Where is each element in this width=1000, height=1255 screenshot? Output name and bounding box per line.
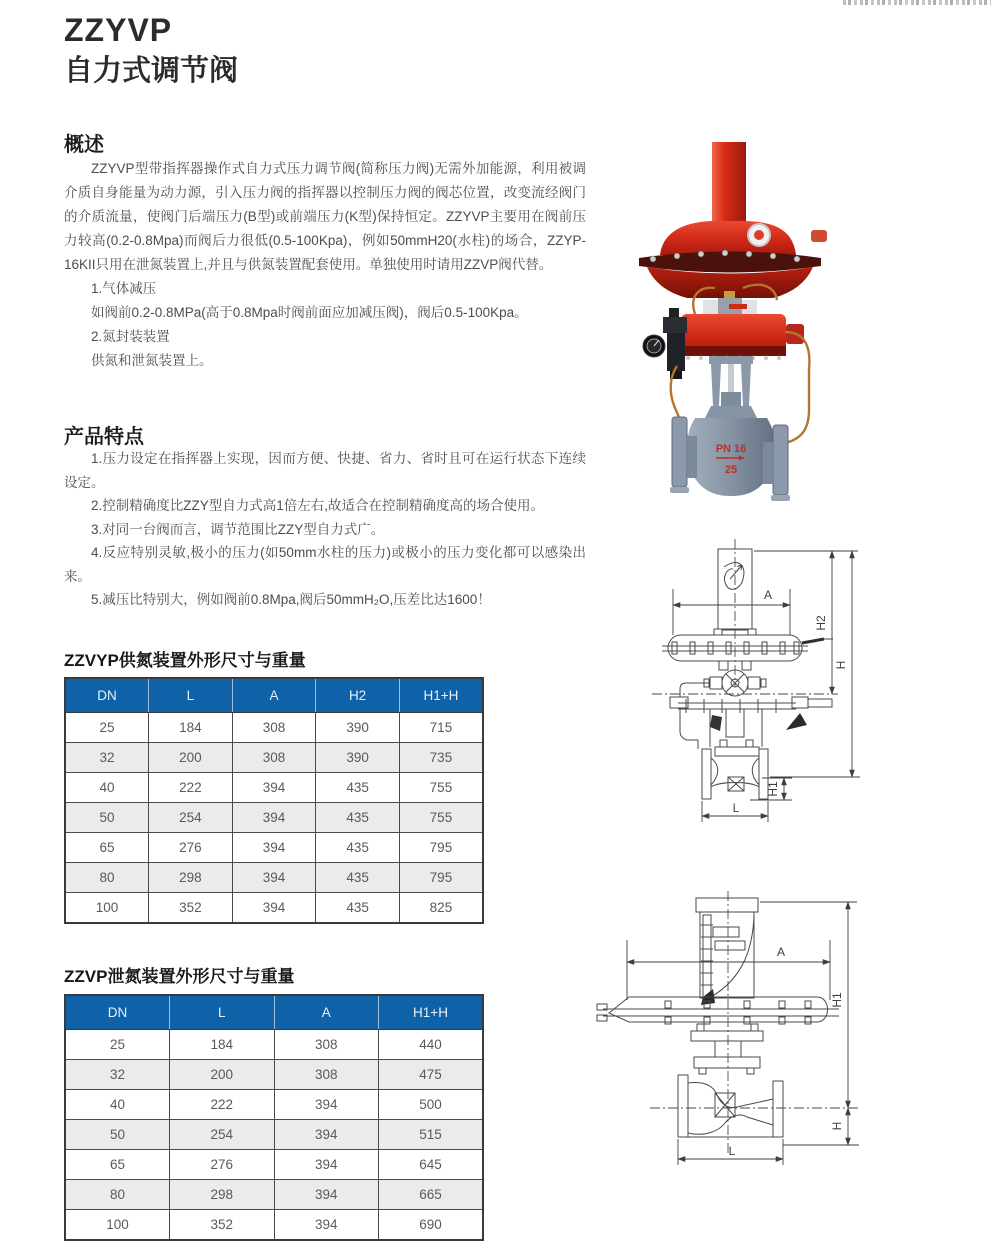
table-cell: 394: [274, 1090, 379, 1120]
table-row: [65, 1060, 483, 1090]
dimension-drawing-supply: [600, 535, 890, 885]
table-cell: 394: [232, 773, 316, 803]
dim-label-H2: H2: [814, 615, 828, 631]
table-cell: 735: [399, 743, 483, 773]
table-cell: 394: [232, 863, 316, 893]
overview-item: 供氮和泄氮装置上。: [91, 353, 213, 368]
body-marking-pn: PN 16: [715, 443, 747, 455]
table-cell: 276: [170, 1150, 275, 1180]
table-cell: 435: [316, 863, 400, 893]
table-cell: 394: [274, 1180, 379, 1210]
table-cell: 645: [379, 1150, 484, 1180]
drawing-cap: [696, 898, 758, 912]
column-header: DN: [65, 995, 170, 1030]
table-cell: 795: [399, 863, 483, 893]
table-cell: 222: [149, 773, 233, 803]
table-cell: 665: [379, 1180, 484, 1210]
product-photo: [625, 118, 835, 523]
actuator-dome: [660, 221, 796, 255]
table-row: [65, 1150, 483, 1180]
table-row: [65, 1090, 483, 1120]
column-header: DN: [65, 678, 149, 713]
column-header: H2: [316, 678, 400, 713]
overview-item: 如阀前0.2-0.8MPa(高于0.8Mpa时阀前面应加减压阀)，阀后0.5-100Kpa。: [91, 305, 528, 320]
table-cell: 65: [65, 833, 149, 863]
feature-item: 3.对同一台阀而言，调节范围比ZZY型自力式广。: [91, 521, 385, 537]
column-header: L: [149, 678, 233, 713]
overview-paragraph: ZZYVP型带指挥器操作式自力式压力调节阀(简称压力阀)无需外加能源，利用被调介质自身能量为动力源，引入压力阀的指挥器以控制压力阀的阀芯位置，改变流经阀门的介质流量，使阀门后端压力(B型)或前端压力(K型)保持恒定。ZZYVP主要用在阀前压力较高(0.2-0.8Mpa)而阀后力很低(0.5-100Kpa)，例如50mmH20(水柱)的场合，ZZYP-16KII只用在泄氮装置上,并且与供氮装置配套使用。单独使用时请用ZZVP阀代替。: [64, 161, 586, 272]
drawing-valve-body: [715, 747, 759, 756]
vent-dimensions-table: [64, 994, 484, 1241]
table-row: [65, 713, 483, 743]
overview-item: 2.氮封装装置: [91, 329, 170, 344]
dimension-drawing-vent: [595, 885, 895, 1255]
left-flange: [672, 417, 687, 487]
table-cell: 475: [379, 1060, 484, 1090]
table-cell: 435: [316, 893, 400, 924]
table-cell: 80: [65, 1180, 170, 1210]
column-header: H1+H: [399, 678, 483, 713]
table-header-row: [65, 995, 483, 1030]
column-header: A: [274, 995, 379, 1030]
dim-label-A: A: [776, 945, 786, 959]
table-cell: 200: [170, 1060, 275, 1090]
features-heading: 产品特点: [64, 426, 144, 448]
column-header: A: [232, 678, 316, 713]
cropped-page-header: [843, 0, 991, 5]
drawing-right-flange: [773, 1081, 783, 1137]
table-cell: 184: [149, 713, 233, 743]
table-cell: 394: [274, 1210, 379, 1241]
table-row: [65, 1180, 483, 1210]
table-cell: 440: [379, 1030, 484, 1060]
table-cell: 435: [316, 803, 400, 833]
table-cell: 298: [170, 1180, 275, 1210]
table-cell: 25: [65, 713, 149, 743]
table-cell: 100: [65, 1210, 170, 1241]
table-row: [65, 743, 483, 773]
table-cell: 298: [149, 863, 233, 893]
table-row: [65, 773, 483, 803]
table-row: [65, 863, 483, 893]
dim-label-H1: H1: [766, 781, 780, 797]
dim-label-H1: H1: [830, 992, 844, 1008]
table-cell: 32: [65, 743, 149, 773]
drawing-left-flange: [678, 1075, 688, 1137]
table-cell: 690: [379, 1210, 484, 1241]
table-cell: 435: [316, 833, 400, 863]
table-cell: 50: [65, 803, 149, 833]
table-cell: 515: [379, 1120, 484, 1150]
table-cell: 100: [65, 893, 149, 924]
table-cell: 184: [170, 1030, 275, 1060]
dim-label-L: L: [732, 801, 740, 815]
table-row: [65, 1030, 483, 1060]
table-cell: 394: [232, 803, 316, 833]
body-marking-dn: 25: [724, 464, 738, 476]
diaphragm-bolts: [597, 1001, 811, 1024]
feature-item: 4.反应特别灵敏,极小的压力(如50mm水柱的压力)或极小的压力变化都可以感染出来。: [64, 545, 586, 584]
table-cell: 394: [274, 1120, 379, 1150]
table-cell: 352: [170, 1210, 275, 1241]
column-header: H1+H: [379, 995, 484, 1030]
table-cell: 276: [149, 833, 233, 863]
table-cell: 40: [65, 1090, 170, 1120]
actuator-cylinder: [712, 142, 746, 224]
table-cell: 254: [149, 803, 233, 833]
table-cell: 394: [232, 833, 316, 863]
table-cell: 390: [316, 713, 400, 743]
valve-photo-illustration: [625, 118, 835, 518]
table-row: [65, 1210, 483, 1241]
feature-item: 5.减压比特别大，例如阀前0.8Mpa,阀后50mmH₂O,压差比达1600！: [91, 592, 491, 607]
table-cell: 308: [232, 743, 316, 773]
table-cell: 755: [399, 773, 483, 803]
table-cell: 222: [170, 1090, 275, 1120]
overview-heading: 概述: [64, 134, 104, 156]
table-cell: 394: [274, 1150, 379, 1180]
table-cell: 200: [149, 743, 233, 773]
table-cell: 50: [65, 1120, 170, 1150]
table-row: [65, 803, 483, 833]
vent-table-title: ZZVP泄氮装置外形尺寸与重量: [64, 967, 295, 986]
table-row: [65, 893, 483, 924]
table-cell: 32: [65, 1060, 170, 1090]
feature-item: 2.控制精确度比ZZY型自力式高1倍左右,故适合在控制精确度高的场合使用。: [91, 498, 545, 513]
supply-dimensions-table: [64, 677, 484, 924]
supply-table-title: ZZVYP供氮装置外形尺寸与重量: [64, 651, 306, 670]
pressure-gauge: [643, 335, 665, 357]
table-cell: 352: [149, 893, 233, 924]
valve-body: [687, 418, 776, 496]
right-flange: [773, 425, 788, 495]
table-cell: 308: [274, 1060, 379, 1090]
dim-label-H: H: [834, 660, 848, 670]
dim-label-A: A: [763, 588, 773, 602]
table-cell: 755: [399, 803, 483, 833]
table-cell: 80: [65, 863, 149, 893]
table-row: [65, 833, 483, 863]
table-cell: 308: [232, 713, 316, 743]
dim-label-L: L: [728, 1144, 736, 1158]
table-cell: 25: [65, 1030, 170, 1060]
product-name: 自力式调节阀: [64, 55, 239, 87]
table-cell: 500: [379, 1090, 484, 1120]
table-header-row: [65, 678, 483, 713]
table-cell: 254: [170, 1120, 275, 1150]
diaphragm-bolts: [672, 642, 799, 654]
table-cell: 40: [65, 773, 149, 803]
table-cell: 65: [65, 1150, 170, 1180]
table-cell: 308: [274, 1030, 379, 1060]
column-header: L: [170, 995, 275, 1030]
product-model: ZZYVP: [64, 12, 173, 48]
table-cell: 390: [316, 743, 400, 773]
table-cell: 435: [316, 773, 400, 803]
dim-label-H: H: [830, 1121, 844, 1131]
overview-item: 1.气体减压: [91, 281, 157, 296]
feature-item: 1.压力设定在指挥器上实现，因而方便、快捷、省力、省时且可在运行状态下连续设定。: [64, 451, 586, 490]
table-cell: 795: [399, 833, 483, 863]
table-cell: 394: [232, 893, 316, 924]
table-cell: 825: [399, 893, 483, 924]
table-cell: 715: [399, 713, 483, 743]
table-row: [65, 1120, 483, 1150]
